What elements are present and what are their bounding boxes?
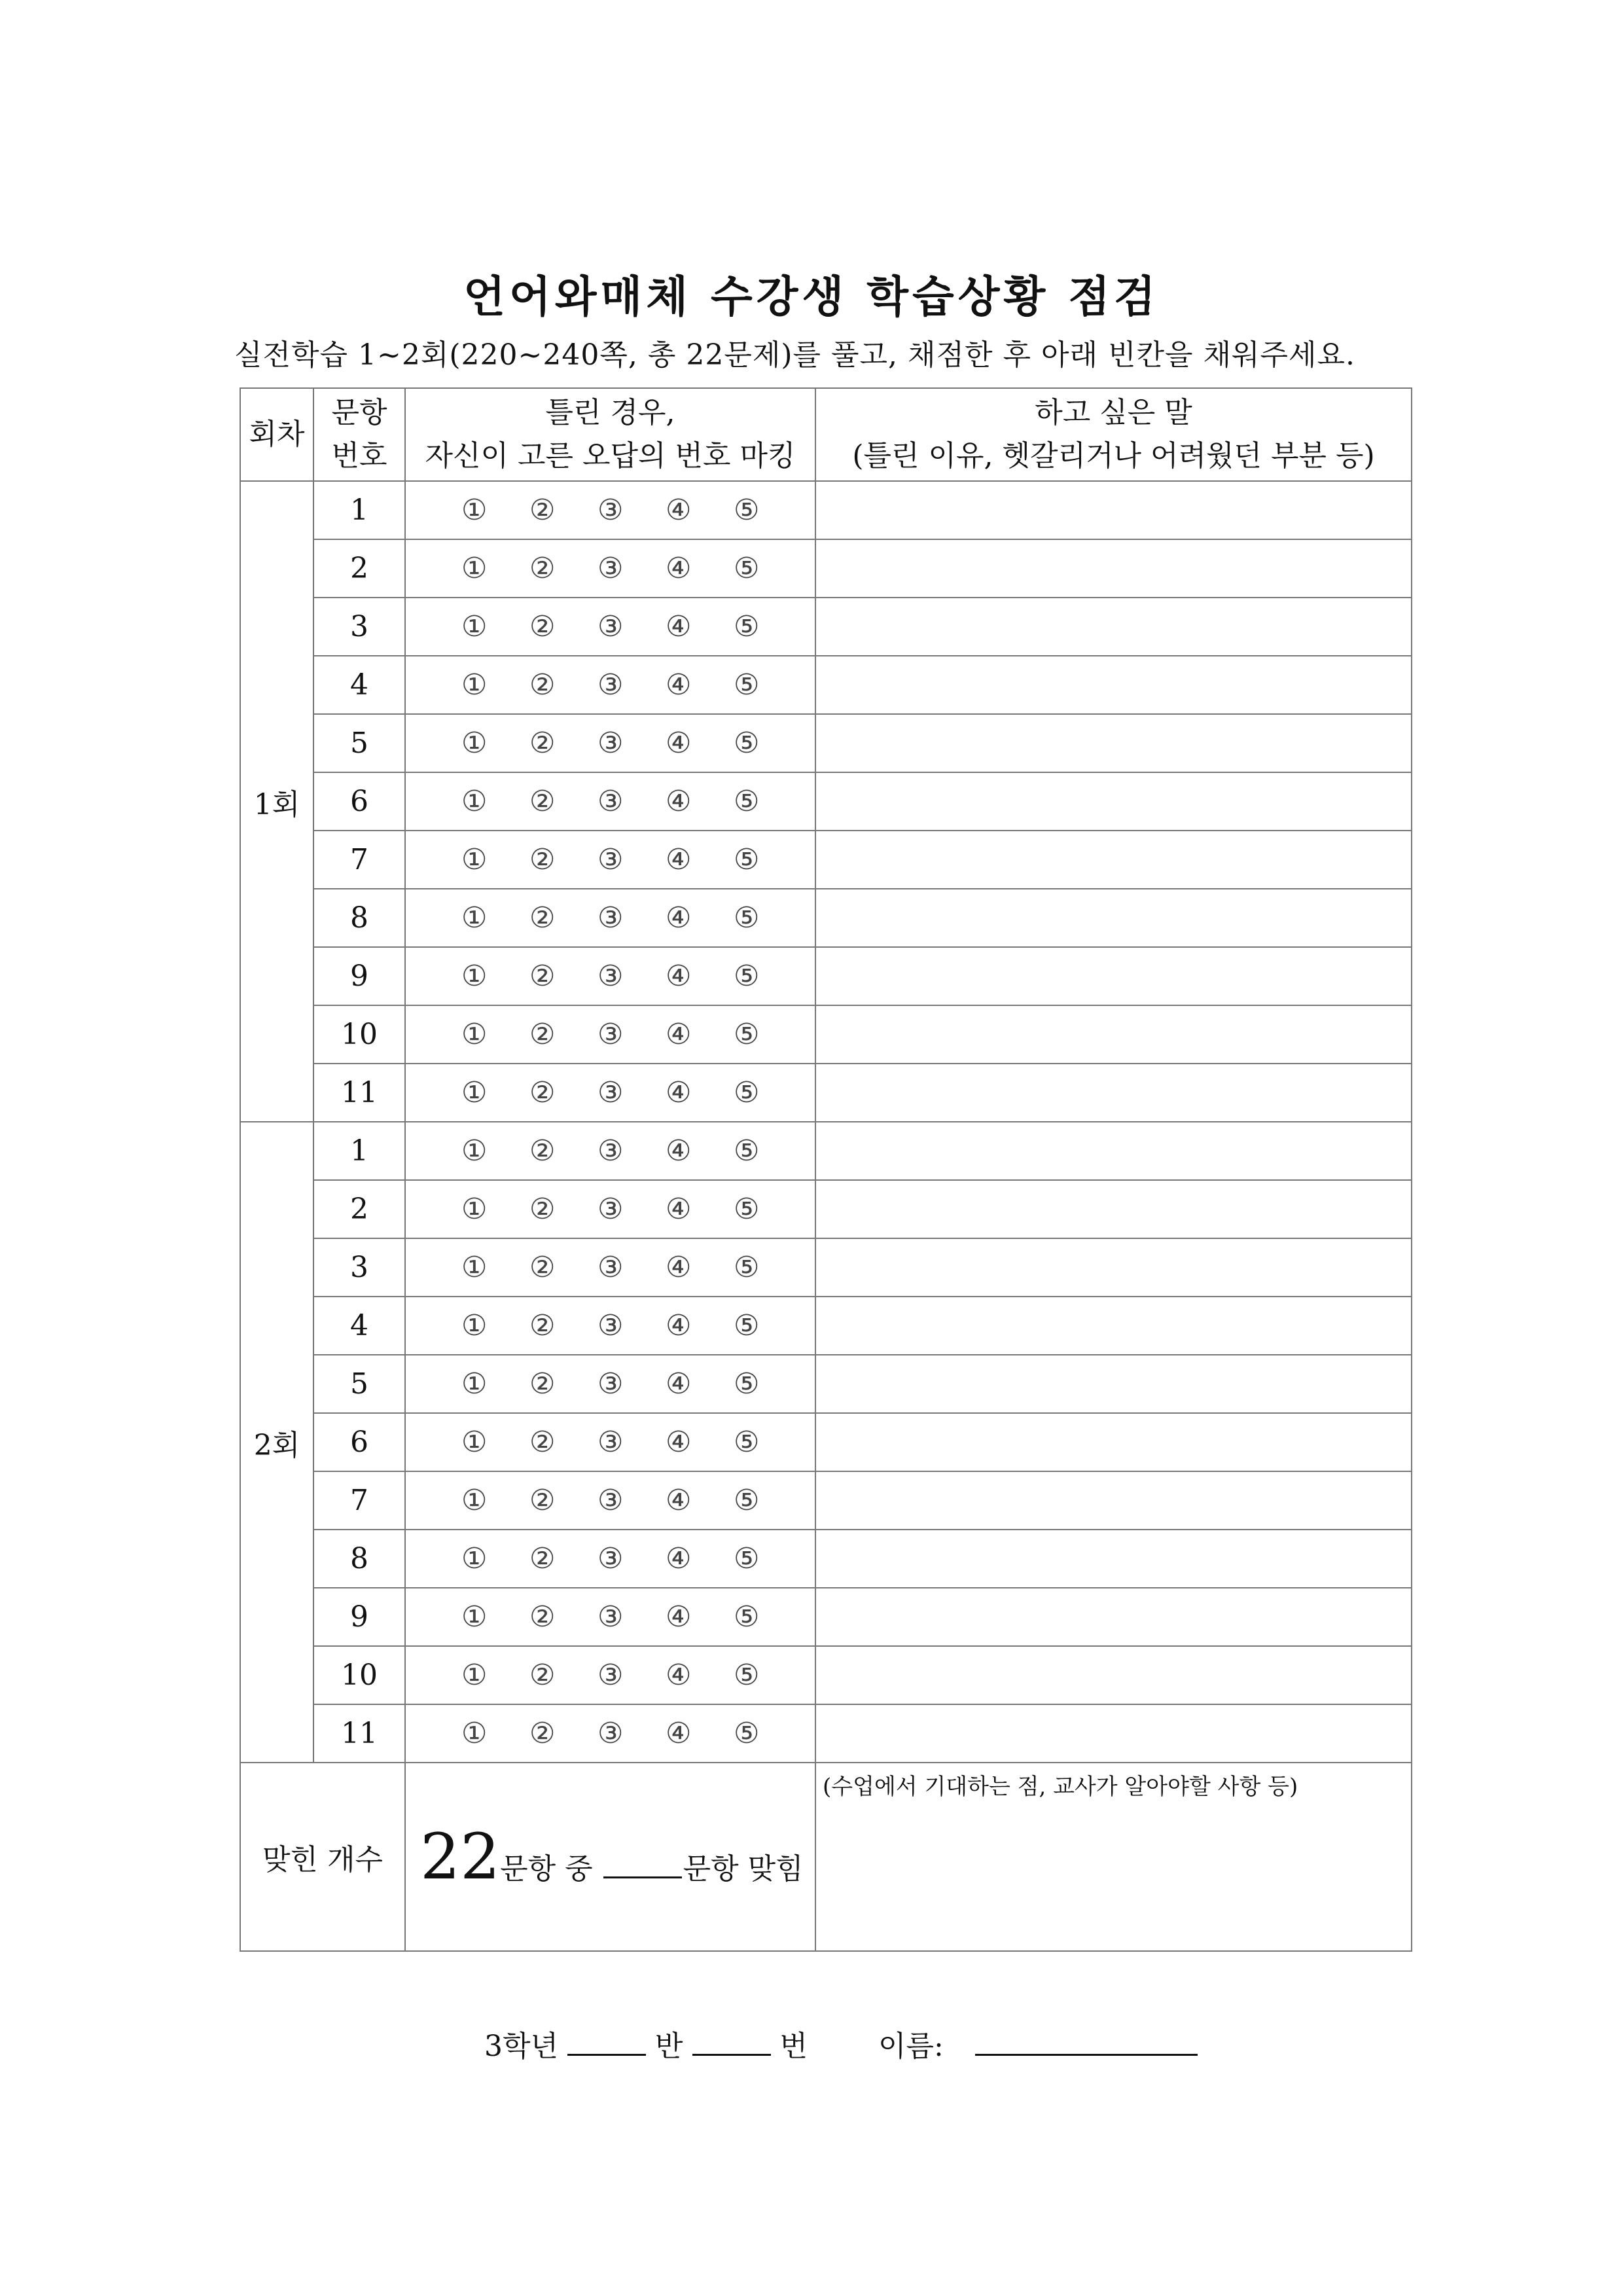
choice-mark-5[interactable]: ⑤: [734, 493, 760, 527]
choice-mark-3[interactable]: ③: [597, 1600, 624, 1634]
choice-mark-2[interactable]: ②: [529, 1134, 556, 1168]
choice-mark-5[interactable]: ⑤: [734, 1542, 760, 1575]
question-number: 9: [313, 947, 405, 1005]
choice-mark-1[interactable]: ①: [461, 1076, 488, 1109]
choice-mark-3[interactable]: ③: [597, 843, 624, 876]
question-number: 6: [313, 772, 405, 831]
table-header-row: [240, 388, 1412, 481]
choice-mark-4[interactable]: ④: [666, 1018, 692, 1051]
comment-field[interactable]: [815, 1238, 1412, 1297]
expectation-comment-field[interactable]: [815, 1763, 1412, 1951]
choice-mark-2[interactable]: ②: [529, 1542, 556, 1575]
question-number: 5: [313, 1355, 405, 1413]
question-number: 4: [313, 656, 405, 714]
question-number: 6: [313, 1413, 405, 1471]
choice-mark-5[interactable]: ⑤: [734, 1367, 760, 1401]
choice-cell: [405, 1413, 815, 1471]
comment-field[interactable]: [815, 714, 1412, 772]
choice-cell: [405, 1238, 815, 1297]
choice-mark-5[interactable]: ⑤: [734, 1018, 760, 1051]
choice-mark-4[interactable]: ④: [666, 1309, 692, 1342]
choice-cell: [405, 1530, 815, 1588]
choice-mark-3[interactable]: ③: [597, 1717, 624, 1750]
choice-mark-4[interactable]: ④: [666, 610, 692, 643]
choice-mark-3[interactable]: ③: [597, 1484, 624, 1517]
comment-field[interactable]: [815, 1005, 1412, 1064]
choice-mark-5[interactable]: ⑤: [734, 1309, 760, 1342]
table-row: [240, 1180, 1412, 1238]
table-row: [240, 481, 1412, 539]
question-number: 11: [313, 1064, 405, 1122]
choice-mark-4[interactable]: ④: [666, 901, 692, 935]
score-text-end: 문항 맞힘: [683, 1852, 804, 1886]
comment-field[interactable]: [815, 656, 1412, 714]
choice-mark-3[interactable]: ③: [597, 1134, 624, 1168]
choice-mark-4[interactable]: ④: [666, 1484, 692, 1517]
choice-mark-3[interactable]: ③: [597, 610, 624, 643]
choice-mark-1[interactable]: ①: [461, 1309, 488, 1342]
choice-mark-1[interactable]: ①: [461, 901, 488, 935]
choice-mark-3[interactable]: ③: [597, 668, 624, 702]
choice-mark-1[interactable]: ①: [461, 1542, 488, 1575]
correct-count-blank[interactable]: [603, 1857, 682, 1878]
choice-mark-1[interactable]: ①: [461, 726, 488, 760]
choice-mark-2[interactable]: ②: [529, 552, 556, 585]
choice-mark-1[interactable]: ①: [461, 1251, 488, 1284]
choice-mark-5[interactable]: ⑤: [734, 1484, 760, 1517]
choice-mark-1[interactable]: ①: [461, 1717, 488, 1750]
choice-cell: [405, 1122, 815, 1180]
choice-mark-5[interactable]: ⑤: [734, 1600, 760, 1634]
choice-mark-4[interactable]: ④: [666, 493, 692, 527]
table-row: [240, 1355, 1412, 1413]
choice-mark-4[interactable]: ④: [666, 1367, 692, 1401]
choice-mark-1[interactable]: ①: [461, 960, 488, 993]
comment-field[interactable]: [815, 772, 1412, 831]
table-row: [240, 1413, 1412, 1471]
name-blank[interactable]: [975, 2032, 1198, 2056]
choice-mark-5[interactable]: ⑤: [734, 668, 760, 702]
choice-mark-2[interactable]: ②: [529, 1251, 556, 1284]
choice-mark-5[interactable]: ⑤: [734, 960, 760, 993]
table-row: [240, 1646, 1412, 1704]
question-number: 3: [313, 1238, 405, 1297]
name-label: 이름:: [878, 2030, 944, 2063]
question-number: 10: [313, 1646, 405, 1704]
grade-label: 3학년: [484, 2030, 559, 2063]
question-number: 4: [313, 1297, 405, 1355]
choice-mark-2[interactable]: ②: [529, 1717, 556, 1750]
choice-mark-2[interactable]: ②: [529, 1659, 556, 1692]
choice-mark-3[interactable]: ③: [597, 1076, 624, 1109]
choice-mark-1[interactable]: ①: [461, 1193, 488, 1226]
choice-mark-1[interactable]: ①: [461, 1134, 488, 1168]
choice-mark-1[interactable]: ①: [461, 843, 488, 876]
choice-cell: [405, 714, 815, 772]
page-title: 언어와매체 수강생 학습상황 점검: [463, 271, 1160, 322]
choice-mark-5[interactable]: ⑤: [734, 610, 760, 643]
comment-field[interactable]: [815, 598, 1412, 656]
choice-cell: [405, 1646, 815, 1704]
choice-cell: [405, 1005, 815, 1064]
choice-cell: [405, 1355, 815, 1413]
choice-mark-1[interactable]: ①: [461, 668, 488, 702]
choice-mark-1[interactable]: ①: [461, 1018, 488, 1051]
choice-cell: [405, 1471, 815, 1530]
choice-mark-5[interactable]: ⑤: [734, 1251, 760, 1284]
choice-mark-5[interactable]: ⑤: [734, 843, 760, 876]
choice-cell: [405, 1588, 815, 1646]
choice-mark-3[interactable]: ③: [597, 1251, 624, 1284]
table-row: [240, 831, 1412, 889]
choice-mark-2[interactable]: ②: [529, 1018, 556, 1051]
choice-cell: [405, 1297, 815, 1355]
choice-mark-1[interactable]: ①: [461, 610, 488, 643]
number-label: 번: [779, 2030, 808, 2063]
choice-cell: [405, 947, 815, 1005]
table-row: [240, 1704, 1412, 1763]
table-row: [240, 1471, 1412, 1530]
question-number: 2: [313, 1180, 405, 1238]
comment-field[interactable]: [815, 1297, 1412, 1355]
choice-mark-2[interactable]: ②: [529, 1076, 556, 1109]
choice-cell: [405, 1704, 815, 1763]
header-question-number: 문항 번호: [313, 388, 405, 481]
question-number: 7: [313, 1471, 405, 1530]
table-row: [240, 1064, 1412, 1122]
score-total: 22: [420, 1820, 501, 1893]
comment-field[interactable]: [815, 947, 1412, 1005]
choice-mark-3[interactable]: ③: [597, 960, 624, 993]
choice-mark-3[interactable]: ③: [597, 901, 624, 935]
table-row: [240, 656, 1412, 714]
choice-mark-4[interactable]: ④: [666, 1426, 692, 1459]
choice-cell: [405, 656, 815, 714]
choice-mark-1[interactable]: ①: [461, 1484, 488, 1517]
choice-mark-2[interactable]: ②: [529, 1600, 556, 1634]
header-wrong-answer: 틀린 경우, 자신이 고른 오답의 번호 마킹: [405, 388, 815, 481]
choice-mark-2[interactable]: ②: [529, 843, 556, 876]
choice-mark-5[interactable]: ⑤: [734, 1134, 760, 1168]
choice-mark-4[interactable]: ④: [666, 1251, 692, 1284]
class-label: 반: [655, 2030, 683, 2063]
question-number: 9: [313, 1588, 405, 1646]
table-row: [240, 889, 1412, 947]
choice-mark-4[interactable]: ④: [666, 1134, 692, 1168]
comment-hint: (수업에서 기대하는 점, 교사가 알아야할 사항 등): [823, 1774, 1298, 1800]
answer-sheet-table: [240, 387, 1412, 1952]
number-blank[interactable]: [692, 2032, 771, 2056]
score-cell: [405, 1763, 815, 1951]
comment-field[interactable]: [815, 1122, 1412, 1180]
comment-field[interactable]: [815, 1646, 1412, 1704]
table-row: [240, 1588, 1412, 1646]
comment-field[interactable]: [815, 1471, 1412, 1530]
choice-mark-1[interactable]: ①: [461, 493, 488, 527]
choice-cell: [405, 539, 815, 598]
choice-cell: [405, 772, 815, 831]
choice-mark-5[interactable]: ⑤: [734, 1076, 760, 1109]
choice-mark-2[interactable]: ②: [529, 668, 556, 702]
choice-mark-1[interactable]: ①: [461, 1426, 488, 1459]
choice-mark-5[interactable]: ⑤: [734, 1659, 760, 1692]
choice-cell: [405, 598, 815, 656]
score-label: 맞힌 개수: [240, 1763, 405, 1951]
choice-mark-4[interactable]: ④: [666, 1542, 692, 1575]
choice-mark-2[interactable]: ②: [529, 610, 556, 643]
question-number: 8: [313, 889, 405, 947]
table-row: [240, 539, 1412, 598]
comment-field[interactable]: [815, 1704, 1412, 1763]
choice-mark-1[interactable]: ①: [461, 552, 488, 585]
table-row: [240, 947, 1412, 1005]
table-row: [240, 1122, 1412, 1180]
choice-mark-3[interactable]: ③: [597, 493, 624, 527]
round-label: 1회: [240, 481, 313, 1122]
student-info-line: [484, 2022, 1198, 2064]
table-row: [240, 714, 1412, 772]
choice-cell: [405, 831, 815, 889]
choice-mark-4[interactable]: ④: [666, 552, 692, 585]
choice-cell: [405, 889, 815, 947]
choice-mark-4[interactable]: ④: [666, 726, 692, 760]
choice-mark-1[interactable]: ①: [461, 1600, 488, 1634]
comment-field[interactable]: [815, 1588, 1412, 1646]
choice-mark-4[interactable]: ④: [666, 960, 692, 993]
choice-cell: [405, 481, 815, 539]
choice-mark-5[interactable]: ⑤: [734, 785, 760, 818]
question-number: 5: [313, 714, 405, 772]
choice-mark-1[interactable]: ①: [461, 1367, 488, 1401]
choice-mark-3[interactable]: ③: [597, 1367, 624, 1401]
choice-mark-5[interactable]: ⑤: [734, 1717, 760, 1750]
choice-mark-3[interactable]: ③: [597, 1193, 624, 1226]
question-number: 10: [313, 1005, 405, 1064]
choice-mark-5[interactable]: ⑤: [734, 552, 760, 585]
header-comment: 하고 싶은 말 (틀린 이유, 헷갈리거나 어려웠던 부분 등): [815, 388, 1412, 481]
comment-field[interactable]: [815, 1530, 1412, 1588]
choice-mark-3[interactable]: ③: [597, 1426, 624, 1459]
choice-cell: [405, 1064, 815, 1122]
instructions: 실전학습 1~2회(220~240쪽, 총 22문제)를 풀고, 채점한 후 아래 빈칸을 채워주세요.: [234, 338, 1355, 372]
comment-field[interactable]: [815, 1355, 1412, 1413]
choice-mark-2[interactable]: ②: [529, 1193, 556, 1226]
round-label: 2회: [240, 1122, 313, 1763]
choice-mark-2[interactable]: ②: [529, 726, 556, 760]
choice-mark-4[interactable]: ④: [666, 843, 692, 876]
comment-field[interactable]: [815, 539, 1412, 598]
choice-mark-3[interactable]: ③: [597, 552, 624, 585]
choice-mark-4[interactable]: ④: [666, 1659, 692, 1692]
choice-mark-4[interactable]: ④: [666, 1600, 692, 1634]
comment-field[interactable]: [815, 481, 1412, 539]
comment-field[interactable]: [815, 1064, 1412, 1122]
choice-mark-4[interactable]: ④: [666, 1076, 692, 1109]
choice-mark-1[interactable]: ①: [461, 1659, 488, 1692]
choice-mark-3[interactable]: ③: [597, 726, 624, 760]
comment-field[interactable]: [815, 1180, 1412, 1238]
comment-field[interactable]: [815, 831, 1412, 889]
table-row: [240, 772, 1412, 831]
choice-mark-5[interactable]: ⑤: [734, 726, 760, 760]
question-number: 1: [313, 481, 405, 539]
table-row: [240, 598, 1412, 656]
question-number: 8: [313, 1530, 405, 1588]
table-row: [240, 1530, 1412, 1588]
choice-mark-2[interactable]: ②: [529, 785, 556, 818]
choice-mark-3[interactable]: ③: [597, 1542, 624, 1575]
score-row: [240, 1763, 1412, 1951]
choice-mark-3[interactable]: ③: [597, 1018, 624, 1051]
comment-field[interactable]: [815, 1413, 1412, 1471]
choice-mark-2[interactable]: ②: [529, 1426, 556, 1459]
choice-mark-5[interactable]: ⑤: [734, 901, 760, 935]
question-number: 7: [313, 831, 405, 889]
header-round: 회차: [240, 388, 313, 481]
choice-mark-3[interactable]: ③: [597, 1659, 624, 1692]
choice-mark-3[interactable]: ③: [597, 785, 624, 818]
choice-mark-2[interactable]: ②: [529, 901, 556, 935]
choice-mark-5[interactable]: ⑤: [734, 1193, 760, 1226]
choice-mark-2[interactable]: ②: [529, 493, 556, 527]
choice-mark-4[interactable]: ④: [666, 1717, 692, 1750]
choice-mark-5[interactable]: ⑤: [734, 1426, 760, 1459]
choice-mark-2[interactable]: ②: [529, 960, 556, 993]
choice-mark-4[interactable]: ④: [666, 668, 692, 702]
choice-mark-2[interactable]: ②: [529, 1367, 556, 1401]
question-number: 11: [313, 1704, 405, 1763]
choice-mark-4[interactable]: ④: [666, 785, 692, 818]
choice-mark-4[interactable]: ④: [666, 1193, 692, 1226]
choice-mark-2[interactable]: ②: [529, 1309, 556, 1342]
question-number: 3: [313, 598, 405, 656]
choice-mark-3[interactable]: ③: [597, 1309, 624, 1342]
choice-mark-2[interactable]: ②: [529, 1484, 556, 1517]
question-number: 1: [313, 1122, 405, 1180]
table-row: [240, 1297, 1412, 1355]
table-row: [240, 1238, 1412, 1297]
table-row: [240, 1005, 1412, 1064]
choice-mark-1[interactable]: ①: [461, 785, 488, 818]
question-number: 2: [313, 539, 405, 598]
comment-field[interactable]: [815, 889, 1412, 947]
score-text-mid: 문항 중: [500, 1852, 593, 1886]
class-blank[interactable]: [567, 2032, 646, 2056]
choice-cell: [405, 1180, 815, 1238]
